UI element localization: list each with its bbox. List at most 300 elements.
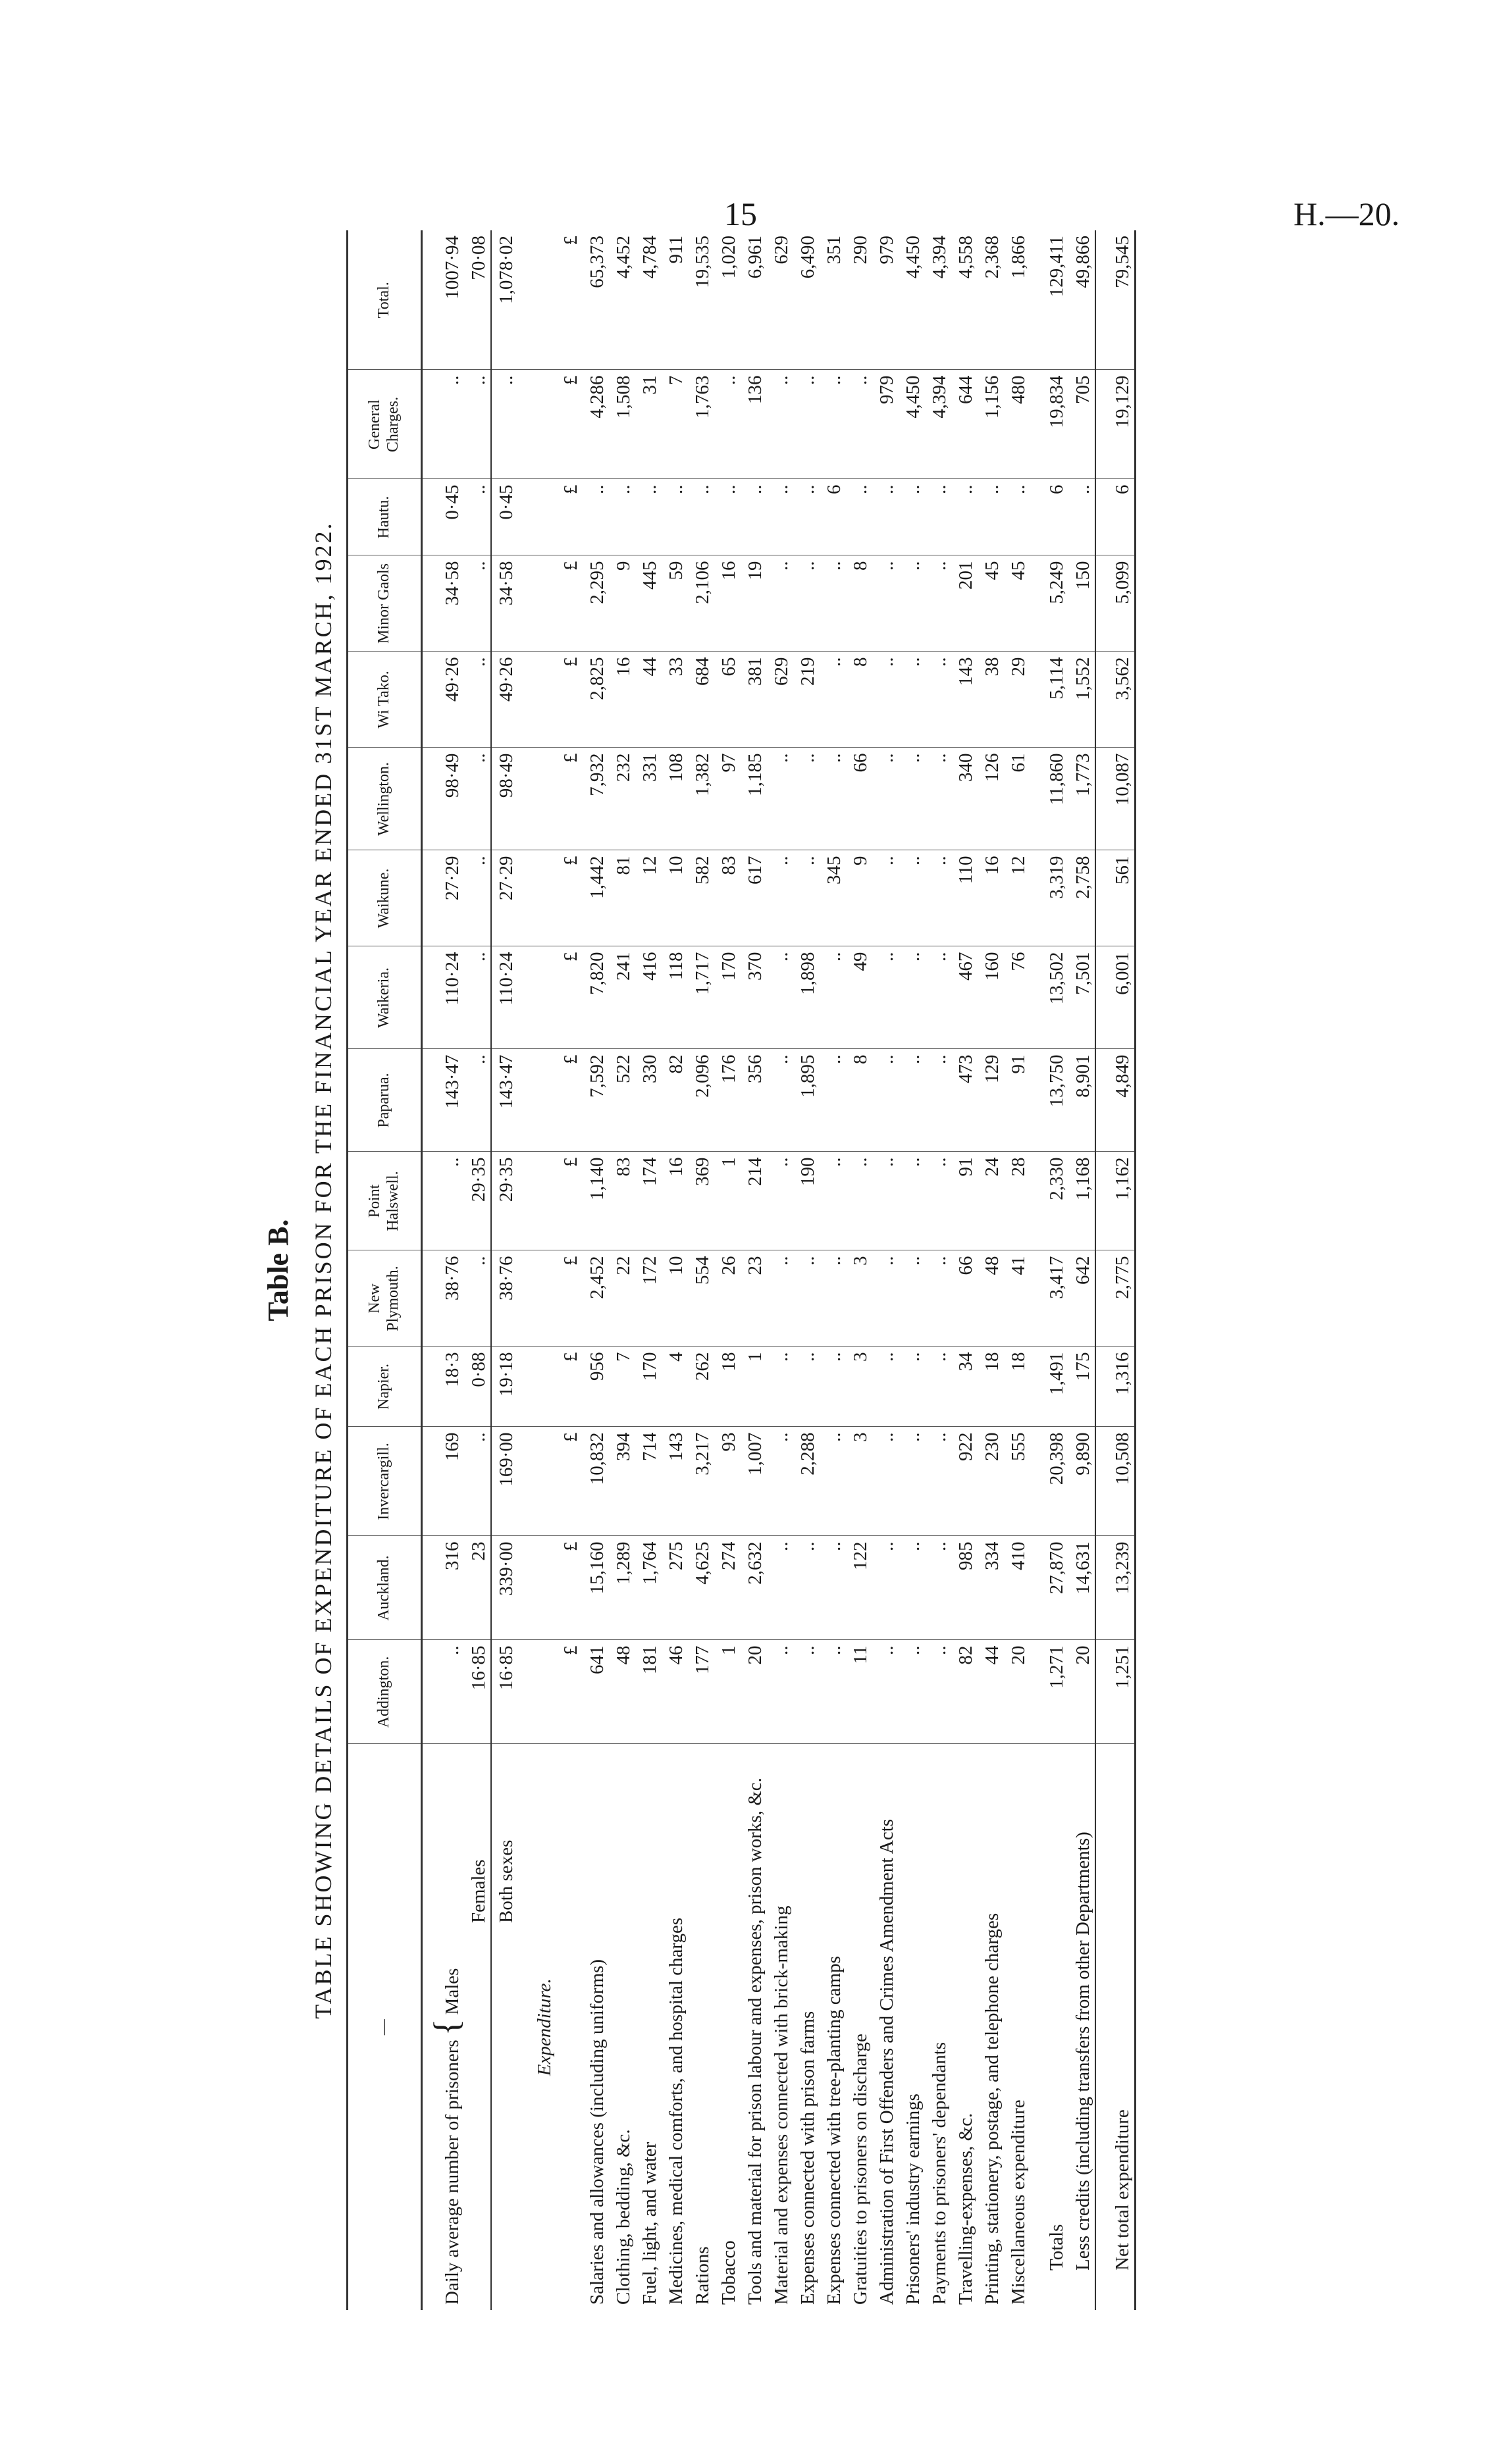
table-cell (422, 479, 435, 555)
table-cell: 28 (1004, 1152, 1030, 1250)
table-cell (518, 946, 530, 1049)
table-cell (422, 652, 435, 748)
table-cell: .. (872, 479, 899, 555)
table-cell: 20,398 (1042, 1427, 1068, 1536)
row-label (556, 1744, 583, 2310)
table-cell: 33 (662, 652, 688, 748)
spacer-row (518, 230, 530, 2310)
table-cell: 1,168 (1068, 1152, 1095, 1250)
table-cell: 126 (978, 748, 1004, 850)
table-cell: 2,106 (688, 555, 714, 652)
table-cell (1095, 1640, 1108, 1744)
table-cell (422, 850, 435, 946)
table-cell (518, 1347, 530, 1427)
column-header: Auckland. (348, 1536, 422, 1640)
row-label: Salaries and allowances (including uniforms) (587, 1959, 608, 2305)
table-cell: 8 (846, 1049, 872, 1152)
expenditure-row (767, 230, 793, 2310)
table-cell: 23 (741, 1250, 767, 1347)
table-cell: 5,114 (1042, 652, 1068, 748)
table-cell (530, 1152, 556, 1250)
table-cell: 66 (951, 1250, 978, 1347)
table-cell: .. (464, 555, 491, 652)
table-cell: 4,558 (951, 230, 978, 370)
table-cell: 3,217 (688, 1427, 714, 1536)
table-cell: 6,001 (1108, 946, 1136, 1049)
table-cell: .. (899, 1347, 925, 1427)
table-cell (422, 230, 435, 370)
table-cell: 170 (714, 946, 741, 1049)
table-cell: 351 (820, 230, 846, 370)
row-label: Miscellaneous expenditure (1008, 2099, 1029, 2305)
table-cell: 1,382 (688, 748, 714, 850)
table-cell (530, 1049, 556, 1152)
table-cell: 48 (978, 1250, 1004, 1347)
table-cell (1030, 1640, 1042, 1744)
table-cell: 617 (741, 850, 767, 946)
table-cell: £ (556, 479, 583, 555)
table-cell: 3 (846, 1427, 872, 1536)
table-cell (530, 850, 556, 946)
table-cell: .. (899, 1250, 925, 1347)
table-cell: 522 (609, 1049, 635, 1152)
table-cell: 641 (583, 1640, 609, 1744)
table-cell (530, 1347, 556, 1427)
table-cell: 83 (609, 1152, 635, 1250)
table-cell: 108 (662, 748, 688, 850)
table-cell: 2,825 (583, 652, 609, 748)
table-cell: .. (978, 479, 1004, 555)
table-cell: .. (820, 652, 846, 748)
table-cell: 29·35 (464, 1152, 491, 1250)
expenditure-row (635, 230, 662, 2310)
table-cell (422, 555, 435, 652)
table-cell: .. (583, 479, 609, 555)
row-label: Travelling-expenses, &c. (955, 2113, 976, 2305)
table-cell: 445 (635, 555, 662, 652)
table-cell: 1,007 (741, 1427, 767, 1536)
table-cell: 19 (741, 555, 767, 652)
table-cell: 582 (688, 850, 714, 946)
table-cell: 20 (741, 1640, 767, 1744)
expenditure-row (609, 230, 635, 2310)
table-cell (422, 1347, 435, 1427)
table-cell: 16 (662, 1152, 688, 1250)
table-cell (1030, 748, 1042, 850)
table-cell: 979 (872, 370, 899, 479)
table-cell: 275 (662, 1536, 688, 1640)
table-cell: 6 (1108, 479, 1136, 555)
table-cell: 16 (714, 555, 741, 652)
table-cell: .. (464, 652, 491, 748)
table-cell: .. (899, 555, 925, 652)
table-cell (422, 1152, 435, 1250)
table-cell: 11 (846, 1640, 872, 1744)
table-cell: 561 (1108, 850, 1136, 946)
table-cell: £ (556, 1347, 583, 1427)
table-cell: 34 (951, 1347, 978, 1427)
table-cell: 44 (978, 1640, 1004, 1744)
spacer-cell (1030, 1744, 1042, 2310)
table-cell: .. (767, 370, 793, 479)
row-label: Payments to prisoners' dependants (929, 2041, 950, 2305)
table-cell (422, 1536, 435, 1640)
table-cell: 4,286 (583, 370, 609, 479)
table-cell: 4,394 (925, 230, 951, 370)
expenditure-row (846, 230, 872, 2310)
row-label: Expenses connected with prison farms (797, 2011, 818, 2305)
table-cell: 7,592 (583, 1049, 609, 1152)
table-cell: .. (464, 1427, 491, 1536)
totals-row (1042, 230, 1068, 2310)
table-cell: .. (872, 1640, 899, 1744)
column-header: Hautu. (348, 479, 422, 555)
table-cell: £ (556, 1427, 583, 1536)
table-cell: 642 (1068, 1250, 1095, 1347)
table-cell: 4,450 (899, 370, 925, 479)
spacer-cell (1095, 1744, 1108, 2310)
table-cell: 6 (1042, 479, 1068, 555)
table-cell: 91 (951, 1152, 978, 1250)
row-label: Expenditure. (534, 1978, 555, 2076)
table-cell: .. (464, 748, 491, 850)
table-cell (518, 748, 530, 850)
table-cell: .. (925, 946, 951, 1049)
spacer-cell (518, 1744, 530, 2310)
table-cell: 13,502 (1042, 946, 1068, 1049)
table-cell: 83 (714, 850, 741, 946)
table-cell: .. (714, 370, 741, 479)
table-cell: 1,552 (1068, 652, 1095, 748)
table-cell: 24 (978, 1152, 1004, 1250)
table-cell (518, 850, 530, 946)
brace-glyph: { (427, 2018, 466, 2036)
table-cell: 262 (688, 1347, 714, 1427)
table-cell: 143 (951, 652, 978, 748)
table-cell: 4,625 (688, 1536, 714, 1640)
table-cell (1095, 1536, 1108, 1640)
table-cell: 4 (662, 1347, 688, 1427)
table-cell: .. (820, 1427, 846, 1536)
table-cell: .. (925, 1049, 951, 1152)
table-cell: .. (793, 479, 820, 555)
table-cell: .. (872, 1152, 899, 1250)
table-cell: 14,631 (1068, 1536, 1095, 1640)
table-cell: 3 (846, 1250, 872, 1347)
table-cell: 16 (609, 652, 635, 748)
table-cell: £ (556, 946, 583, 1049)
table-title: TABLE SHOWING DETAILS OF EXPENDITURE OF EACH PRISON FOR THE FINANCIAL YEAR ENDED 31ST MARCH, 1922. (310, 521, 336, 2019)
table-cell: .. (872, 1250, 899, 1347)
row-label: Tools and material for prison labour and expenses, prison works, &c. (745, 1778, 766, 2305)
table-cell: 15,160 (583, 1536, 609, 1640)
table-cell: 190 (793, 1152, 820, 1250)
table-cell: 0·88 (464, 1347, 491, 1427)
column-header: Point Halswell. (348, 1152, 422, 1250)
table-cell: .. (635, 479, 662, 555)
table-cell: 230 (978, 1427, 1004, 1536)
expenditure-row (793, 230, 820, 2310)
sex-label: Both sexes (496, 1839, 517, 1923)
table-cell: 5,099 (1108, 555, 1136, 652)
table-cell: 394 (609, 1427, 635, 1536)
table-cell: 27,870 (1042, 1536, 1068, 1640)
table-cell: 956 (583, 1347, 609, 1427)
table-cell: .. (767, 1049, 793, 1152)
table-cell: 76 (1004, 946, 1030, 1049)
table-cell: 241 (609, 946, 635, 1049)
table-cell: 150 (1068, 555, 1095, 652)
table-cell: 65 (714, 652, 741, 748)
table-cell (422, 1250, 435, 1347)
table-cell: 175 (1068, 1347, 1095, 1427)
table-cell (422, 946, 435, 1049)
table-cell: 1,717 (688, 946, 714, 1049)
column-header: Wi Tako. (348, 652, 422, 748)
table-cell: 1 (714, 1640, 741, 1744)
expenditure-table (346, 230, 1136, 2310)
table-cell: .. (767, 1427, 793, 1536)
table-cell: 705 (1068, 370, 1095, 479)
net-total-row (1108, 230, 1136, 2310)
table-cell: .. (872, 652, 899, 748)
table-cell: .. (793, 748, 820, 850)
table-cell: .. (609, 479, 635, 555)
table-cell: 10 (662, 850, 688, 946)
table-cell: 11,860 (1042, 748, 1068, 850)
table-cell: 1,773 (1068, 748, 1095, 850)
table-cell: 98·49 (434, 748, 464, 850)
table-cell: 334 (978, 1536, 1004, 1640)
table-cell: .. (951, 479, 978, 555)
table-cell: .. (767, 1152, 793, 1250)
expenditure-row (978, 230, 1004, 2310)
table-cell: .. (872, 850, 899, 946)
table-cell: .. (925, 1347, 951, 1427)
table-cell: 6 (820, 479, 846, 555)
table-cell: 6,490 (793, 230, 820, 370)
table-cell: 331 (635, 748, 662, 850)
table-cell (1030, 370, 1042, 479)
table-cell: 49·26 (434, 652, 464, 748)
table-cell: 6,961 (741, 230, 767, 370)
table-cell (530, 946, 556, 1049)
table-cell: 2,632 (741, 1536, 767, 1640)
table-cell (518, 1049, 530, 1152)
table-cell: 0·45 (434, 479, 464, 555)
table-cell: £ (556, 1250, 583, 1347)
table-cell: .. (899, 1049, 925, 1152)
table-cell: 19·18 (491, 1347, 518, 1427)
table-cell: £ (556, 748, 583, 850)
expenditure-row (741, 230, 767, 2310)
table-cell: 31 (635, 370, 662, 479)
table-cell: 18 (978, 1347, 1004, 1427)
table-cell (518, 230, 530, 370)
table-cell: 143·47 (491, 1049, 518, 1152)
table-cell: 181 (635, 1640, 662, 1744)
expenditure-row (1004, 230, 1030, 2310)
table-cell: 629 (767, 652, 793, 748)
table-cell (1030, 850, 1042, 946)
table-cell: 61 (1004, 748, 1030, 850)
table-cell (1095, 850, 1108, 946)
spacer-row (1095, 230, 1108, 2310)
table-cell: 1 (714, 1152, 741, 1250)
row-label: Prisoners' industry earnings (903, 2093, 924, 2305)
table-cell: .. (899, 946, 925, 1049)
table-cell: .. (464, 479, 491, 555)
table-cell: 2,775 (1108, 1250, 1136, 1347)
table-cell (1030, 1250, 1042, 1347)
table-cell: 129,411 (1042, 230, 1068, 370)
table-cell: 340 (951, 748, 978, 850)
table-cell: .. (767, 1536, 793, 1640)
table-cell: 3,562 (1108, 652, 1136, 748)
table-cell: .. (925, 1250, 951, 1347)
table-cell: .. (925, 652, 951, 748)
table-cell: .. (925, 850, 951, 946)
table-cell: .. (464, 1049, 491, 1152)
table-cell: .. (793, 1536, 820, 1640)
table-cell (530, 1536, 556, 1640)
table-cell (1095, 230, 1108, 370)
table-cell: 1,156 (978, 370, 1004, 479)
table-cell: 555 (1004, 1427, 1030, 1536)
table-cell (1095, 652, 1108, 748)
daily-average-row (491, 230, 518, 2310)
table-cell: 9 (609, 555, 635, 652)
table-cell: 59 (662, 555, 688, 652)
table-cell: .. (767, 946, 793, 1049)
table-cell: .. (820, 1250, 846, 1347)
table-cell (1095, 748, 1108, 850)
table-cell: 1,764 (635, 1536, 662, 1640)
section-heading-row (530, 230, 556, 2310)
table-cell: £ (556, 850, 583, 946)
column-header: Minor Gaols (348, 555, 422, 652)
table-cell (518, 370, 530, 479)
table-cell (1030, 1347, 1042, 1427)
column-header: Total. (348, 230, 422, 370)
table-cell: 4,452 (609, 230, 635, 370)
table-cell: £ (556, 370, 583, 479)
row-label: Material and expenses connected with brick-making (771, 1905, 792, 2305)
table-cell: 18 (1004, 1347, 1030, 1427)
column-header: Paparua. (348, 1049, 422, 1152)
table-cell: 381 (741, 652, 767, 748)
table-cell: 44 (635, 652, 662, 748)
table-cell (1030, 1427, 1042, 1536)
table-cell: 66 (846, 748, 872, 850)
daily-average-row (464, 230, 491, 2310)
table-cell: 172 (635, 1250, 662, 1347)
column-header: General Charges. (348, 370, 422, 479)
column-header: Waikune. (348, 850, 422, 946)
table-cell: 4,450 (899, 230, 925, 370)
table-cell: 9 (846, 850, 872, 946)
table-cell: 1007·94 (434, 230, 464, 370)
table-cell: 1,898 (793, 946, 820, 1049)
table-cell: 46 (662, 1640, 688, 1744)
table-cell: 5,249 (1042, 555, 1068, 652)
table-cell: 330 (635, 1049, 662, 1152)
row-label: Medicines, medical comforts, and hospital charges (666, 1917, 687, 2305)
table-cell: .. (872, 1049, 899, 1152)
row-label: Administration of First Offenders and Crimes Amendment Acts (876, 1818, 897, 2305)
table-cell: 19,535 (688, 230, 714, 370)
table-cell: 1,316 (1108, 1347, 1136, 1427)
table-cell: 219 (793, 652, 820, 748)
table-cell: 714 (635, 1427, 662, 1536)
table-cell: 4,849 (1108, 1049, 1136, 1152)
table-cell: 9,890 (1068, 1427, 1095, 1536)
table-cell (422, 1049, 435, 1152)
table-cell: 49,866 (1068, 230, 1095, 370)
table-cell: 170 (635, 1347, 662, 1427)
table-cell: 16·85 (491, 1640, 518, 1744)
table-cell: 1,078·02 (491, 230, 518, 370)
table-cell: 174 (635, 1152, 662, 1250)
table-cell: 410 (1004, 1536, 1030, 1640)
rotated-table-block (257, 230, 1270, 2310)
table-cell (1095, 1347, 1108, 1427)
table-cell: .. (820, 370, 846, 479)
table-cell: 8,901 (1068, 1049, 1095, 1152)
table-cell: .. (688, 479, 714, 555)
table-cell: .. (872, 748, 899, 850)
table-cell: .. (820, 946, 846, 1049)
table-cell (1030, 1049, 1042, 1152)
table-cell: .. (793, 1640, 820, 1744)
table-cell: 10 (662, 1250, 688, 1347)
table-cell: 356 (741, 1049, 767, 1152)
table-cell: 1,866 (1004, 230, 1030, 370)
table-cell: 176 (714, 1049, 741, 1152)
table-cell: 82 (662, 1049, 688, 1152)
table-cell: 16·85 (464, 1640, 491, 1744)
table-cell: 110·24 (434, 946, 464, 1049)
table-cell: 49·26 (491, 652, 518, 748)
expenditure-row (688, 230, 714, 2310)
table-cell: 339·00 (491, 1536, 518, 1640)
table-cell (1095, 1152, 1108, 1250)
table-cell (1095, 1427, 1108, 1536)
table-cell: .. (793, 1347, 820, 1427)
column-header-row (348, 230, 422, 2310)
table-cell: 1,271 (1042, 1640, 1068, 1744)
row-label: Totals (1046, 2224, 1067, 2271)
table-cell: 23 (464, 1536, 491, 1640)
table-cell: .. (767, 479, 793, 555)
table-cell: 10,508 (1108, 1427, 1136, 1536)
spacer-row (422, 230, 435, 2310)
table-cell: .. (491, 370, 518, 479)
table-cell: .. (1004, 479, 1030, 555)
table-cell: .. (899, 652, 925, 748)
table-cell: 274 (714, 1536, 741, 1640)
table-cell (1095, 946, 1108, 1049)
table-cell: 1,442 (583, 850, 609, 946)
table-cell: £ (556, 1152, 583, 1250)
table-cell: 3,319 (1042, 850, 1068, 946)
table-cell (518, 1152, 530, 1250)
table-cell (1030, 479, 1042, 555)
row-label: Gratuities to prisoners on discharge (850, 2034, 871, 2305)
table-cell (518, 555, 530, 652)
row-label: Expenses connected with tree-planting camps (824, 1956, 845, 2305)
table-cell: .. (767, 1250, 793, 1347)
